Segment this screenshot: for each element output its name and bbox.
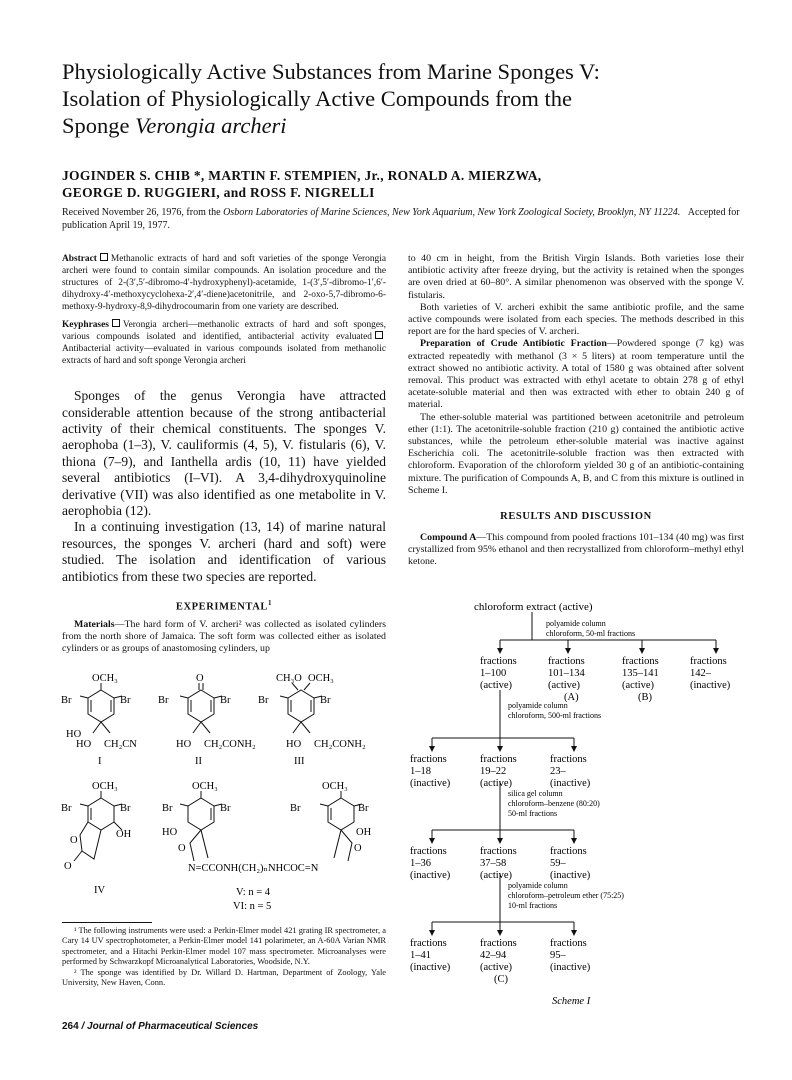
scheme-step4-line3: 10-ml fractions	[508, 901, 558, 910]
fraction-142-l1: fractions	[690, 656, 727, 667]
struct-III-br-right: Br	[320, 695, 331, 706]
fraction-59-l3: (inactive)	[550, 870, 591, 881]
ring-III	[288, 690, 314, 722]
struct-II-br-right: Br	[220, 695, 231, 706]
fraction-23-l1: fractions	[550, 754, 587, 765]
struct-II-ho: HO	[176, 739, 192, 750]
struct-label-II: II	[195, 756, 202, 767]
struct-IV-oh: OH	[116, 829, 132, 840]
fraction-59-l1: fractions	[550, 846, 587, 857]
struct-I-ho-top: HO	[66, 729, 82, 740]
struct-II-br-left: Br	[158, 695, 169, 706]
materials-label: Materials	[74, 618, 115, 630]
struct-V-o-right: O	[354, 843, 362, 854]
fraction-42-94-l2: 42–94	[480, 950, 507, 961]
ring-I	[88, 690, 114, 722]
struct-label-III: III	[294, 756, 305, 767]
right-column	[408, 253, 744, 569]
struct-III-br-left: Br	[258, 695, 269, 706]
fraction-1-41-l3: (inactive)	[410, 962, 451, 973]
box-icon	[100, 253, 108, 261]
experimental-heading	[62, 599, 386, 613]
scheme-step2-line2: chloroform, 500-ml fractions	[508, 711, 602, 720]
results-heading: RESULTS AND DISCUSSION	[500, 511, 652, 523]
fraction-1-36-l3: (inactive)	[410, 870, 451, 881]
experimental-heading-text: EXPERIMENTAL	[175, 601, 269, 613]
struct-label-I: I	[98, 756, 102, 767]
fraction-59-l2: 59–	[550, 858, 566, 869]
struct-I-ho: HO	[76, 739, 92, 750]
fraction-1-18-l1: fractions	[410, 754, 447, 765]
fraction-142-l2: 142–	[690, 668, 711, 679]
author-line-2: GEORGE D. RUGGIERI, and ROSS F. NIGRELLI	[62, 185, 375, 200]
left-column	[62, 253, 386, 655]
received-prefix: Received November 26, 1976, from the	[62, 207, 224, 218]
scheme-step3-line2: chloroform–benzene (80:20)	[508, 799, 600, 808]
intro-paragraph-1: Sponges of the genus Verongia have attracted considerable attention because of the strong antibacterial activity of their chemical constituents. The sponges V. aerophoba (1–3), V. cauliformis (4, 5), V. fistularis (6), V. thiona (7–9), and Ianthella ardis (10, 11) have yielded several antibiotics (I–VI). A 3,4-dihydroxyquinoline derivative (VII) was also identified as one metabolite in V. aerophobia (12).	[62, 388, 386, 518]
keyphrases-text-1: Verongia archeri—methanolic extracts of hard and soft sponges, various compounds isolated and identified, antibacterial activity evaluated	[62, 319, 386, 343]
journal-name: / Journal of Pharmaceutical Sciences	[81, 1021, 259, 1032]
materials-paragraph	[62, 619, 386, 656]
fraction-95-l2: 95–	[550, 950, 566, 961]
author-line-1: JOGINDER S. CHIB *, MARTIN F. STEMPIEN, Jr., RONALD A. MIERZWA,	[62, 168, 542, 183]
author-list	[62, 167, 762, 201]
prep-text: —Powdered sponge (7 kg) was extracted repeatedly with methanol (3 × 5 liters) at room temperature until the extract showed no antibiotic activity. A total of 1580 g was obtained after solvent removal. This product was extracted with ethyl acetate to obtain 278 g of ethyl acetate-soluble material and then was extracted with ether to obtain 240 g of material.	[408, 338, 744, 411]
struct-IV-o-carbonyl: O	[64, 861, 72, 872]
struct-label-VI: VI: n = 5	[233, 901, 272, 912]
fraction-95-l3: (inactive)	[550, 962, 591, 973]
col2-paragraph-1: to 40 cm in height, from the British Virgin Islands. Both varieties lose their antibiotic activity after freeze drying, but the activity is retained when the sponges are oven dried at 60–80°. A similar phenomenon was observed with the sponge V. fistularis.	[408, 253, 744, 301]
scheme-step1-line2: chloroform, 50-ml fractions	[546, 629, 636, 638]
fraction-19-22-l1: fractions	[480, 754, 517, 765]
fraction-135-141-l4: (B)	[638, 692, 652, 703]
footnote-1: ¹ The following instruments were used: a Perkin-Elmer model 421 grating IR spectrometer, a Cary 14 UV spectrophotometer, a Perkin-Elmer model 141 polarimeter, an A-60A Varian NMR spectrometer, and a Hitachi Perkin-Elmer model 107 mass spectrometer. Microanalyses were performed by Schwarzkopf Microanalytical Laboratories, Woodside, N.Y.	[62, 926, 386, 967]
struct-I-br-right: Br	[120, 695, 131, 706]
fraction-23-l2: 23–	[550, 766, 566, 777]
keyphrases-text-2: Antibacterial activity—evaluated in various compounds isolated from methanolic extracts of hard and soft sponge Verongia archeri	[62, 344, 386, 367]
box-icon	[375, 331, 383, 339]
fraction-19-22-l2: 19–22	[480, 766, 507, 777]
struct-V-br-1: Br	[162, 803, 173, 814]
fraction-135-141-l2: 135–141	[622, 668, 659, 679]
struct-V-ho: HO	[162, 827, 178, 838]
article-title	[62, 58, 702, 139]
fraction-1-18-l2: 1–18	[410, 766, 431, 777]
fraction-42-94-l3: (active)	[480, 962, 513, 973]
box-icon	[112, 319, 120, 327]
struct-III-ho: HO	[286, 739, 302, 750]
fraction-1-100-l3: (active)	[480, 680, 513, 691]
scheme-step3-line3: 50-ml fractions	[508, 809, 558, 818]
chemical-structures	[58, 673, 390, 913]
prep-label: Preparation of Crude Antibiotic Fraction	[420, 338, 607, 350]
ring-II	[188, 690, 214, 722]
struct-V-oh: OH	[356, 827, 372, 838]
fraction-37-58-l3: (active)	[480, 870, 513, 881]
received-institution: Osborn Laboratories of Marine Sciences, New York Aquarium, New York Zoological Society, Brooklyn, NY 11224.	[223, 207, 681, 218]
fraction-142-l3: (inactive)	[690, 680, 731, 691]
compound-a-label: Compound A	[420, 532, 477, 544]
struct-IV-o-ring: O	[70, 835, 78, 846]
footnotes	[62, 926, 386, 988]
abstract	[62, 253, 386, 314]
struct-V-br-2: Br	[220, 803, 231, 814]
footnote-2: ² The sponge was identified by Dr. Willard D. Hartman, Department of Zoology, Yale University, New Haven, Conn.	[62, 967, 386, 988]
ring-V-right	[328, 798, 354, 830]
abstract-label: Abstract	[62, 254, 97, 264]
fraction-101-134-l1: fractions	[548, 656, 585, 667]
fraction-23-l3: (inactive)	[550, 778, 591, 789]
struct-III-ch3o: CH₃O	[276, 673, 302, 684]
fraction-42-94-l1: fractions	[480, 938, 517, 949]
fraction-101-134-l2: 101–134	[548, 668, 585, 679]
fraction-37-58-l1: fractions	[480, 846, 517, 857]
title-line-2: Isolation of Physiologically Active Compounds from the	[62, 86, 572, 111]
title-line-3-prefix: Sponge	[62, 113, 136, 138]
scheme-root: chloroform extract (active)	[474, 601, 593, 613]
fraction-1-36-l2: 1–36	[410, 858, 431, 869]
fraction-1-36-l1: fractions	[410, 846, 447, 857]
fraction-37-58-l2: 37–58	[480, 858, 507, 869]
struct-V-br-3: Br	[290, 803, 301, 814]
struct-V-linker: N=CCONH(CH₂)ₙNHCOC=N	[188, 863, 319, 874]
fraction-101-134-l3: (active)	[548, 680, 581, 691]
fraction-135-141-l1: fractions	[622, 656, 659, 667]
compound-a-paragraph	[408, 532, 744, 569]
fraction-1-41-l1: fractions	[410, 938, 447, 949]
fraction-1-18-l3: (inactive)	[410, 778, 451, 789]
prep-paragraph	[408, 338, 744, 411]
keyphrases	[62, 319, 386, 369]
struct-IV-och3: OCH₃	[92, 781, 118, 792]
compound-a-text: —This compound from pooled fractions 101–134 (40 mg) was first crystallized from 95% ethanol and then recrystallized from chloroform–methyl ethyl ketone.	[408, 532, 744, 568]
title-species: Verongia archeri	[135, 113, 287, 138]
struct-V-och3-right: OCH₃	[322, 781, 348, 792]
col2-paragraph-2: Both varieties of V. archeri exhibit the same antibiotic profile, and the same active compounds were isolated from each species. The methods described in this report are for the hard species of V. archeri.	[408, 301, 744, 338]
fraction-101-134-l4: (A)	[564, 692, 579, 703]
title-line-1: Physiologically Active Substances from Marine Sponges V:	[62, 59, 600, 84]
fraction-1-41-l2: 1–41	[410, 950, 431, 961]
abstract-text: Methanolic extracts of hard and soft varieties of the sponge Verongia archeri were found to contain similar compounds. An isolation procedure and the structures of 2-(3′,5′-dibromo-4′-hydroxyphenyl)-acetamide, 1-(3′,5′-dibromo-1′,6′-dihydroxy-4′-methoxycyclohexa-2′,4′-diene)acetonitrile, and 2-oxo-5,7-dibromo-6-methoxy-9-hydroxy-8,9-dihydrocoumarin from one variety are described.	[62, 254, 386, 312]
struct-IV-br-right: Br	[120, 803, 131, 814]
struct-I-och3: OCH₃	[92, 673, 118, 684]
struct-label-V: V: n = 4	[236, 887, 271, 898]
page-footer	[62, 1021, 258, 1032]
struct-I-ch2cn: CH₂CN	[104, 739, 137, 750]
ring-V-left	[188, 798, 214, 830]
intro-paragraph-2: In a continuing investigation (13, 14) of marine natural resources, the sponges V. archeri (hard and soft) were studied. The isolation and identification of various antibiotics from these two species are reported.	[62, 519, 386, 584]
struct-II-ch2conh2: CH₂CONH₂	[204, 739, 256, 750]
footnote-rule	[62, 922, 152, 923]
ring-IV	[88, 798, 114, 830]
fraction-135-141-l3: (active)	[622, 680, 655, 691]
received-note	[62, 207, 762, 232]
materials-text: —The hard form of V. archeri² was collected as isolated cylinders from the north shore of Jamaica. The soft form was collected either as isolated cylinders or as groups of anastomosing cylinders, up	[62, 618, 386, 654]
scheme-step4-line1: polyamide column	[508, 881, 568, 890]
struct-I-br-left: Br	[61, 695, 72, 706]
scheme-caption: Scheme I	[552, 996, 591, 1007]
fraction-95-l1: fractions	[550, 938, 587, 949]
page-number: 264	[62, 1021, 79, 1032]
struct-V-br-4: Br	[358, 803, 369, 814]
accepted-date: Accepted for publication April 19, 1977.	[62, 207, 740, 231]
fraction-1-100-l2: 1–100	[480, 668, 507, 679]
scheme-step2-line1: polyamide column	[508, 701, 568, 710]
scheme-step1-line1: polyamide column	[546, 619, 606, 628]
scheme-step3-line1: silica gel column	[508, 789, 563, 798]
struct-II-o: O	[196, 673, 204, 684]
struct-V-o-left: O	[178, 843, 186, 854]
scheme-step4-line2: chloroform–petroleum ether (75:25)	[508, 891, 624, 900]
struct-IV-br-left: Br	[61, 803, 72, 814]
struct-III-och3: OCH₃	[308, 673, 334, 684]
col2-paragraph-4: The ether-soluble material was partitioned between acetonitrile and petroleum ether (1:1). The acetonitrile-soluble fraction (210 g) contained the antibiotic active substances, while the petroleum ether-soluble material was inactive against Escherichia coli. The acetonitrile-soluble fraction was then extracted with chloroform. Evaporation of the chloroform yielded 30 g of an antibiotic-containing mixture. The purification of Compounds A, B, and C from this mixture is outlined in Scheme I.	[408, 411, 744, 496]
struct-V-och3-left: OCH₃	[192, 781, 218, 792]
fraction-1-100-l1: fractions	[480, 656, 517, 667]
title-line-3	[62, 112, 702, 139]
scheme-I	[404, 598, 756, 1018]
fraction-42-94-l4: (C)	[494, 974, 508, 985]
struct-label-IV: IV	[94, 885, 106, 896]
struct-III-ch2conh2: CH₂CONH₂	[314, 739, 366, 750]
experimental-footnote-ref: 1	[268, 599, 273, 608]
keyphrases-label: Keyphrases	[62, 319, 109, 330]
fraction-19-22-l3: (active)	[480, 778, 513, 789]
